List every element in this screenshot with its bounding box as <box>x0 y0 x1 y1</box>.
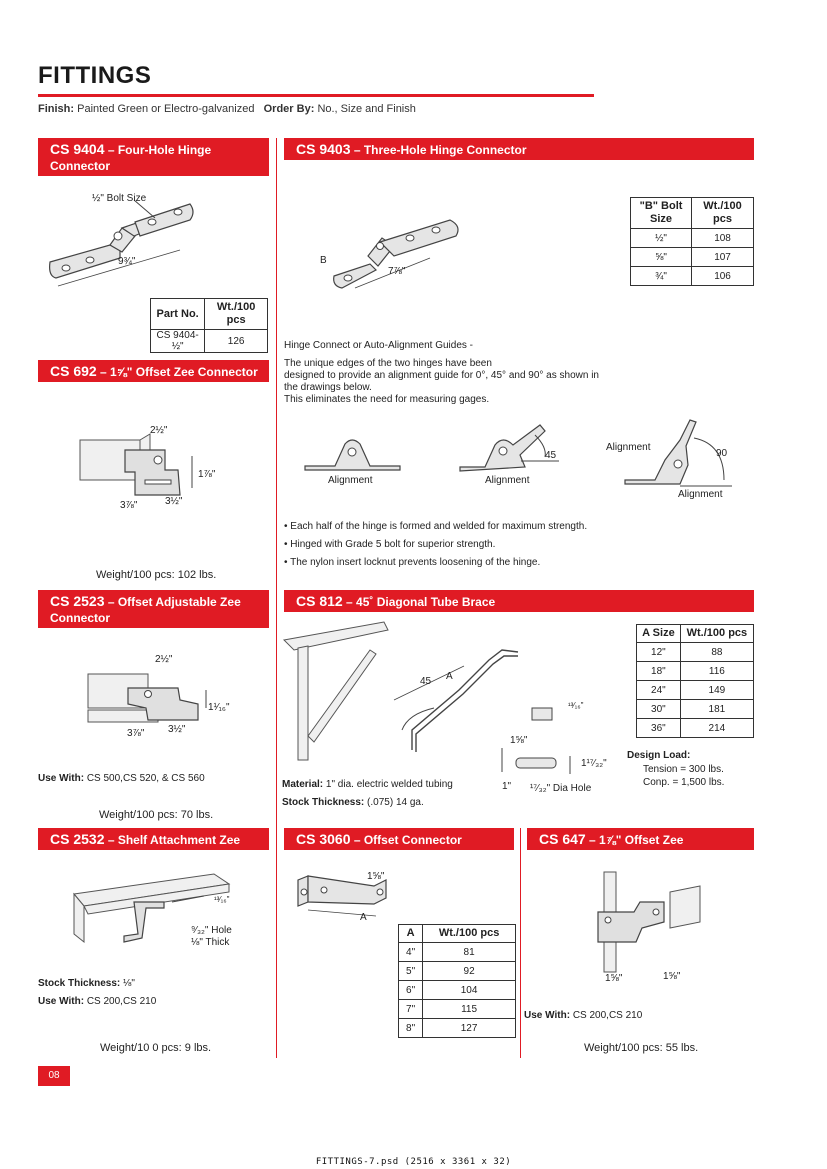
cs812-dim-small: ¹³⁄₁₆" <box>568 701 584 710</box>
stock-value: ⅛" <box>123 978 135 989</box>
cs812-header <box>284 590 754 612</box>
cs2532-stock <box>38 977 135 991</box>
alignment-0-drawing <box>300 428 410 478</box>
table-cell: 6" <box>399 981 423 1000</box>
align-angle-90: 90 <box>716 448 728 459</box>
cs9403-table <box>630 197 754 286</box>
order-value: No., Size and Finish <box>317 103 416 115</box>
cs812-dim-158: 1⅝" <box>510 735 528 746</box>
cs647-use <box>524 1009 642 1023</box>
cs9404-dim: 9¾" <box>118 256 136 267</box>
footer-filename: FITTINGS-7.psd (2516 x 3361 x 32) <box>315 1157 512 1167</box>
table-row <box>637 643 754 662</box>
cs9403-header <box>284 138 754 160</box>
align-label-90b: Alignment <box>678 489 723 500</box>
cs647-name: – 1⅞" Offset Zee Connector <box>539 833 684 863</box>
cs3060-code: CS 3060 <box>296 831 351 847</box>
table-cell: ¾" <box>631 267 692 286</box>
table-cell: 4" <box>399 943 423 962</box>
bullet-item: • The nylon insert locknut prevents loosening of the hinge. <box>284 557 541 568</box>
cs9403-guide-text <box>284 358 599 406</box>
align-label-0: Alignment <box>328 475 373 486</box>
cs2532-hole: ⁹⁄₃₂" Hole <box>191 925 232 936</box>
table-row <box>637 681 754 700</box>
cs2523-weight: Weight/100 pcs: 70 lbs. <box>99 809 214 821</box>
cs2523-dim-bottom: 3½" <box>168 724 186 735</box>
table-cell: ⅝" <box>631 248 692 267</box>
table-cell: 88 <box>680 643 753 662</box>
table-cell: 108 <box>692 229 754 248</box>
material-value: 1" dia. electric welded tubing <box>325 779 453 790</box>
table-cell: 116 <box>680 662 753 681</box>
cs2523-name: – Offset Adjustable Zee Connector <box>50 595 241 625</box>
cs2523-dim-right: 1¹⁄₁₆" <box>208 702 230 713</box>
cs812-design-load-label: Design Load: <box>627 750 691 761</box>
cs692-header <box>38 360 269 382</box>
use-value: CS 500,CS 520, & CS 560 <box>86 773 205 784</box>
table-row <box>631 229 754 248</box>
table-cell: ½" <box>631 229 692 248</box>
table-row <box>631 267 754 286</box>
finish-value: Painted Green or Electro-galvanized <box>77 103 255 115</box>
table-cell: 214 <box>680 719 753 738</box>
cs647-drawing <box>594 872 704 972</box>
cs692-dim-right: 1⅞" <box>198 469 216 480</box>
cs692-name: – 1⅝" Offset Zee Connector <box>96 365 258 379</box>
cs647-dim-left: 1⅝" <box>605 973 623 984</box>
cs2523-header <box>38 590 269 628</box>
use-value: CS 200,CS 210 <box>572 1010 643 1021</box>
table-row <box>637 662 754 681</box>
table-cell: 92 <box>423 962 516 981</box>
cs647-header <box>527 828 754 863</box>
finish-label: Finish: <box>38 103 75 115</box>
cs9403-bullets <box>284 518 587 572</box>
table-cell: 107 <box>692 248 754 267</box>
table-row <box>399 962 516 981</box>
cs2532-header <box>38 828 269 850</box>
cs812-hole: ¹⁷⁄₃₂" Dia Hole <box>530 783 592 794</box>
cs812-dim-1: 1" <box>502 781 512 792</box>
table-cell: 5" <box>399 962 423 981</box>
table-cell: 126 <box>205 330 268 353</box>
column-divider-bottom <box>520 828 521 1058</box>
cs9403-guide-title: Hinge Connect or Auto-Alignment Guides - <box>284 340 473 351</box>
cs3060-table <box>398 924 516 1038</box>
table-cell: 81 <box>423 943 516 962</box>
use-label: Use With: <box>524 1010 571 1021</box>
table-row <box>151 330 268 353</box>
cs812-dim-11732: 1¹⁷⁄₃₂" <box>581 758 607 769</box>
table-cell: 18" <box>637 662 681 681</box>
cs9403-drawing <box>320 212 480 297</box>
cs9404-table <box>150 298 268 353</box>
cs2523-code: CS 2523 <box>50 593 105 609</box>
table-cell: 115 <box>423 1000 516 1019</box>
table-cell: 24" <box>637 681 681 700</box>
guide-line: designed to provide an alignment guide for 0°, 45° and 90° as shown in <box>284 370 599 381</box>
cs2532-dim: ¹³⁄₁₆" <box>214 895 230 904</box>
cs812-code: CS 812 <box>296 593 343 609</box>
column-divider <box>276 138 277 1058</box>
cs812-angle: 45 <box>420 676 432 687</box>
cs812-label-a: A <box>446 671 453 682</box>
cs647-weight: Weight/100 pcs: 55 lbs. <box>584 1042 699 1054</box>
cs692-dim-bottom: 3½" <box>165 496 183 507</box>
page-title: FITTINGS <box>38 62 152 89</box>
cs2523-drawing <box>88 660 238 730</box>
cs9404-header <box>38 138 269 176</box>
bullet-item: • Hinged with Grade 5 bolt for superior strength. <box>284 539 496 550</box>
use-label: Use With: <box>38 773 85 784</box>
alignment-45-drawing <box>455 425 575 477</box>
table-cell: 104 <box>423 981 516 1000</box>
finish-line <box>38 103 416 115</box>
cs812-stock <box>282 796 424 810</box>
title-rule <box>38 94 594 97</box>
guide-line: This eliminates the need for measuring gages. <box>284 394 490 405</box>
cs9403-code: CS 9403 <box>296 141 351 157</box>
cs9404-drawing <box>40 190 270 300</box>
table-header: Wt./100 pcs <box>692 198 754 229</box>
table-cell: 12" <box>637 643 681 662</box>
cs692-weight: Weight/100 pcs: 102 lbs. <box>96 569 217 581</box>
cs9404-code: CS 9404 <box>50 141 105 157</box>
cs2523-dim-left: 3⅞" <box>127 728 145 739</box>
cs692-dim-left: 3⅞" <box>120 500 138 511</box>
guide-line: the drawings below. <box>284 382 372 393</box>
cs9404-name: – Four-Hole Hinge Connector <box>50 143 212 173</box>
cs692-code: CS 692 <box>50 363 97 379</box>
table-header: Part No. <box>151 299 205 330</box>
table-header: Wt./100 pcs <box>423 925 516 943</box>
align-label-90a: Alignment <box>606 442 651 453</box>
cs2532-code: CS 2532 <box>50 831 105 847</box>
material-label: Material: <box>282 779 324 790</box>
cs2532-weight: Weight/10 0 pcs: 9 lbs. <box>100 1042 212 1054</box>
align-label-45: Alignment <box>485 475 530 486</box>
cs9403-label-b: B <box>320 255 327 266</box>
table-row <box>399 1019 516 1038</box>
cs2523-use <box>38 772 205 786</box>
cs692-dim-top: 2½" <box>150 425 168 436</box>
cs812-drawing <box>284 620 614 770</box>
table-row <box>399 981 516 1000</box>
page-number: 08 <box>38 1066 70 1086</box>
cs3060-name: – Offset Connector <box>350 833 462 847</box>
table-cell: 30" <box>637 700 681 719</box>
table-cell: 7" <box>399 1000 423 1019</box>
table-cell: 127 <box>423 1019 516 1038</box>
cs9404-bolt-label: ½" Bolt Size <box>92 193 147 204</box>
table-cell: 8" <box>399 1019 423 1038</box>
cs2532-use <box>38 995 156 1009</box>
cs3060-dim: 1⅝" <box>367 871 385 882</box>
table-header: "B" Bolt Size <box>631 198 692 229</box>
table-cell: CS 9404-½" <box>151 330 205 353</box>
table-row <box>631 248 754 267</box>
table-row <box>637 700 754 719</box>
table-header: A <box>399 925 423 943</box>
cs3060-drawing <box>294 866 404 926</box>
bullet-item: • Each half of the hinge is formed and welded for maximum strength. <box>284 521 588 532</box>
table-row <box>637 719 754 738</box>
table-cell: 106 <box>692 267 754 286</box>
cs2532-thick: ⅛" Thick <box>191 937 230 948</box>
cs2523-dim-top: 2½" <box>155 654 173 665</box>
align-angle-45: 45 <box>545 450 557 461</box>
cs9403-dim: 7⅞" <box>388 266 406 277</box>
table-header: A Size <box>637 625 681 643</box>
use-value: CS 200,CS 210 <box>86 996 157 1007</box>
cs812-tension: Tension = 300 lbs. <box>643 764 724 775</box>
cs812-name: – 45˚ Diagonal Tube Brace <box>342 595 496 609</box>
table-header: Wt./100 pcs <box>680 625 753 643</box>
use-label: Use With: <box>38 996 85 1007</box>
table-header: Wt./100 pcs <box>205 299 268 330</box>
table-cell: 181 <box>680 700 753 719</box>
order-label: Order By: <box>263 103 315 115</box>
table-row <box>399 943 516 962</box>
cs3060-label-a: A <box>360 912 367 923</box>
cs2532-name: – Shelf Attachment Zee <box>104 833 241 847</box>
cs3060-header <box>284 828 514 850</box>
stock-label: Stock Thickness: <box>282 797 365 808</box>
cs647-code: CS 647 <box>539 831 586 847</box>
table-row <box>399 1000 516 1019</box>
table-cell: 36" <box>637 719 681 738</box>
cs647-dim-right: 1⅝" <box>663 971 681 982</box>
cs9403-name: – Three-Hole Hinge Connector <box>350 143 527 157</box>
cs812-material <box>282 778 453 792</box>
cs812-table <box>636 624 754 738</box>
stock-value: (.075) 14 ga. <box>367 797 424 808</box>
table-cell: 149 <box>680 681 753 700</box>
cs812-compression: Conp. = 1,500 lbs. <box>643 777 725 788</box>
guide-line: The unique edges of the two hinges have been <box>284 358 492 369</box>
stock-label: Stock Thickness: <box>38 978 121 989</box>
